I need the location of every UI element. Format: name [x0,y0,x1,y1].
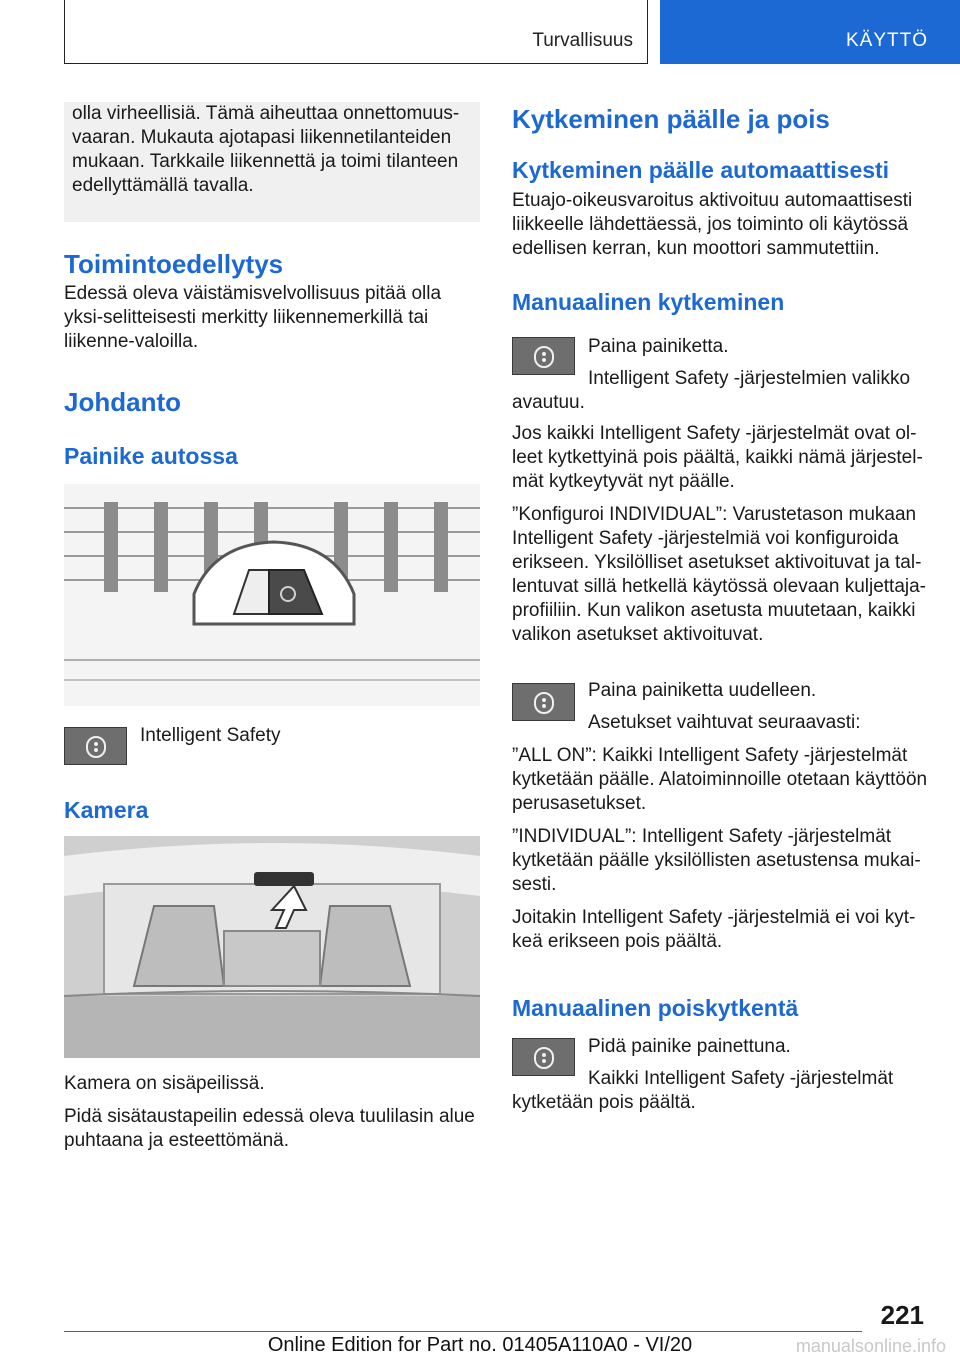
header-chapter-title: KÄYTTÖ [845,30,928,51]
off-step-1-result: Kaikki Intelligent Safety -järjestelmät kytketään pois päältä. [512,1068,894,1113]
text-kamera-1: Kamera on sisäpeilissä. [64,1073,265,1094]
header-chapter-tab [660,0,960,64]
section-toimintoedellytys [64,248,480,354]
manual-step-1-result: Intelligent Safety -järjestelmien valikko avautuu. [512,368,911,413]
intelligent-safety-button-icon [512,683,575,721]
heading-automaattisesti: Kytkeminen päälle automaattisesti [512,157,890,183]
section-manual-text [512,422,928,647]
manual-step-2-result: Asetukset vaihtuvat seuraavasti: [588,712,861,733]
section-kytkeminen [512,103,928,317]
heading-toimintoedellytys: Toimintoedellytys [64,249,284,279]
heading-kamera: Kamera [64,797,149,823]
manual-step-2: Paina painiketta uudelleen. [588,680,817,701]
heading-painike-autossa: Painike autossa [64,443,238,469]
intelligent-safety-icon [533,1047,555,1069]
section-painike [64,441,480,471]
text-joitakin: Joitakin Intelligent Safety -järjestelmiä ei voi kyt-keä erikseen pois päältä. [512,907,916,952]
section-kamera [64,795,148,825]
section-kamera-text [64,1072,480,1153]
heading-manuaalinen-kytkeminen: Manuaalinen kytkeminen [512,289,785,315]
heading-johdanto: Johdanto [64,387,181,417]
heading-kytkeminen: Kytkeminen päälle ja pois [512,104,830,134]
intelligent-safety-icon [85,736,107,758]
text-individual: ”INDIVIDUAL”: Intelligent Safety -järjestelmät kytketään päälle yksilöllisten asetustensa mukai-sesti. [512,826,921,895]
footer-divider [64,1331,862,1332]
text-toimintoedellytys: Edessä oleva väistämisvelvollisuus pitää olla yksi-selitteisesti merkitty liikennemerkillä tai liikenne-valoilla. [64,283,442,352]
section-johdanto [64,386,480,418]
heading-poiskytkenta: Manuaalinen poiskytkentä [512,995,799,1021]
manual-step-1: Paina painiketta. [588,336,729,357]
page-number: 221 [880,1300,924,1330]
text-manual-2: Jos kaikki Intelligent Safety -järjestelmät ovat ol-leet kytkettyinä pois päältä, kaikki nämä järjestel-mät kytkeytyvät nyt päälle. [512,423,923,492]
camera-photo-illustration [64,836,480,1058]
text-automaattisesti: Etuajo-oikeusvaroitus aktivoituu automaattisesti liikkeelle lähdettäessä, jos toiminto oli käytössä edellisen kerran, kun moottori sammutettiin. [512,190,913,259]
camera-photo [64,836,480,1058]
section-poiskytkenta [512,993,928,1023]
off-step-1: Pidä painike painettuna. [588,1036,791,1057]
intelligent-safety-icon [533,346,555,368]
text-all-on: ”ALL ON”: Kaikki Intelligent Safety -järjestelmät kytketään päälle. Alatoiminnoille otetaan käyttöön perusasetukset. [512,745,928,814]
warning-line: mukaan. Tarkkaile liikennettä ja toimi tilanteen [72,151,459,172]
header-section-title: Turvallisuus [532,30,633,51]
button-photo [64,484,480,706]
intelligent-safety-button-icon [64,727,127,765]
intelligent-safety-icon [533,692,555,714]
text-manual-3: ”Konfiguroi INDIVIDUAL”: Varustetason mukaan Intelligent Safety -järjestelmiä voi konfiguroida erikseen. Yksilölliset asetukset aktivoituvat ja tal-lentuvat sillä hetkellä käytössä olevaan kuljettaja-profiiliin. Kun valikon asetusta muutetaan, kaikki valikon asetukset aktivoituvat. [512,504,927,645]
text-kamera-2: Pidä sisätaustapeilin edessä oleva tuulilasin alue puhtaana ja esteettömänä. [64,1106,475,1151]
section-modes [512,744,928,954]
button-photo-illustration [64,484,480,706]
warning-line: olla virheellisiä. Tämä aiheuttaa onnettomuus- [72,103,460,124]
watermark: manualsonline.info [795,1336,946,1356]
footer-edition: Online Edition for Part no. 01405A110A0 - VI/20 [267,1334,693,1356]
warning-line: vaaran. Mukauta ajotapasi liikennetilanteiden [72,127,452,148]
button-caption: Intelligent Safety [140,725,281,746]
warning-box [64,102,480,222]
warning-line: edellyttämällä tavalla. [72,175,254,196]
header-section-tab [64,0,648,64]
